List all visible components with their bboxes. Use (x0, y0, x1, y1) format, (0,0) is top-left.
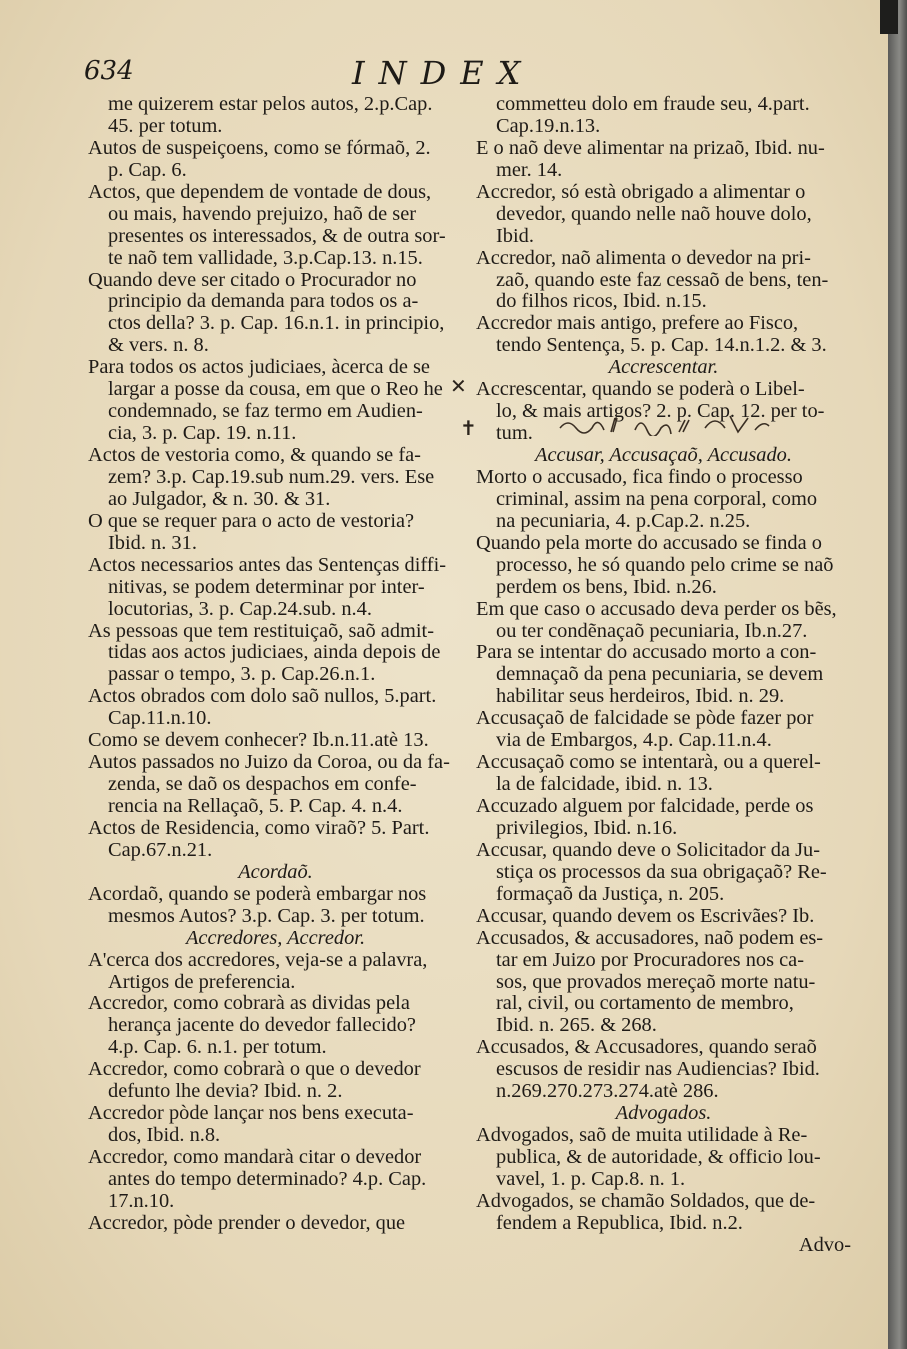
index-line: privilegios, Ibid. n.16. (496, 816, 678, 839)
index-line: n.269.270.273.274.atè 286. (496, 1080, 719, 1103)
adjacent-page-edge (888, 0, 907, 1349)
index-line: 17.n.10. (108, 1189, 175, 1212)
index-line: ctos della? 3. p. Cap. 16.n.1. in principio, (108, 312, 445, 335)
index-line: cia, 3. p. Cap. 19. n.11. (108, 422, 297, 445)
index-line: perdem os bens, Ibid. n.26. (496, 575, 717, 598)
index-line: Em que caso o accusado deva perder os bẽs, (476, 597, 837, 620)
index-line: habilitar seus herdeiros, Ibid. n. 29. (496, 685, 785, 708)
index-line: Accredor, naõ alimenta o devedor na pri- (476, 246, 811, 269)
index-line: mer. 14. (496, 158, 563, 181)
index-line: na pecuniaria, 4. p.Cap.2. n.25. (496, 509, 751, 532)
index-line: dos, Ibid. n.8. (108, 1124, 221, 1147)
index-line: Acordaõ, quando se poderà embargar nos (88, 882, 427, 905)
index-line: la de falcidade, ibid. n. 13. (496, 773, 713, 796)
index-line: rencia na Rellaçaõ, 5. P. Cap. 4. n.4. (108, 795, 403, 817)
index-line: Para se intentar do accusado morto a con- (476, 641, 817, 664)
index-line: Quando deve ser citado o Procurador no (88, 268, 417, 291)
index-line: Como se devem conhecer? Ib.n.11.atè 13. (88, 729, 429, 752)
section-heading: Accusar, Accusaçaõ, Accusado. (535, 444, 792, 466)
index-line: via de Embargos, 4.p. Cap.11.n.4. (496, 729, 772, 752)
index-line: Autos passados no Juizo da Coroa, ou da fa- (88, 751, 450, 774)
right-column (476, 94, 851, 1257)
index-line: Actos necessarios antes das Sentenças diffi- (88, 553, 447, 576)
index-line: ao Julgador, & n. 30. & 31. (108, 487, 331, 510)
index-line: O que se requer para o acto de vestoria? (88, 509, 415, 532)
index-line: tendo Sentença, 5. p. Cap. 14.n.1.2. & 3. (496, 334, 827, 357)
index-line: ou mais, havendo prejuizo, haõ de ser (108, 202, 417, 225)
index-line: nitivas, se podem determinar por inter- (108, 575, 425, 598)
index-line: Accusaçaõ de falcidade se pòde fazer por (476, 707, 814, 730)
index-line: condemnado, se faz termo em Audien- (108, 400, 423, 423)
margin-cross-mark: ✕ (450, 374, 467, 398)
index-line: Accredor, como cobrarà as dividas pela (88, 992, 410, 1015)
index-line: tidas aos actos judiciaes, ainda depois de (108, 641, 441, 664)
index-line: A'cerca dos accredores, veja-se a palavra, (88, 948, 428, 971)
index-line: principio da demanda para todos os a- (108, 290, 419, 313)
index-line: sos, que provados mereçaõ morte natu- (496, 970, 816, 993)
handwritten-annotation (555, 412, 805, 436)
index-line: largar a posse da cousa, em que o Reo he (108, 378, 443, 401)
index-line: p. Cap. 6. (108, 158, 187, 181)
index-line: Accusados, & accusadores, naõ podem es- (476, 926, 824, 949)
index-line: formaçaõ da Justiça, n. 205. (496, 882, 725, 905)
index-line: locutorias, 3. p. Cap.24.sub. n.4. (108, 597, 372, 620)
index-line: do filhos ricos, Ibid. n.15. (496, 290, 707, 313)
index-line: Autos de suspeiçoens, como se fórmaõ, 2. (88, 136, 431, 159)
index-line: As pessoas que tem restituiçaõ, saõ admit- (88, 619, 434, 642)
index-line: me quizerem estar pelos autos, 2.p.Cap. (108, 93, 433, 115)
section-heading: Accrescentar. (608, 356, 719, 379)
index-line: passar o tempo, 3. p. Cap.26.n.1. (108, 663, 376, 686)
index-line: Quando pela morte do accusado se finda o (476, 531, 822, 554)
index-line: demnaçaõ da pena pecuniaria, se devem (496, 663, 824, 686)
margin-cross-mark: ✝ (460, 416, 477, 440)
index-line: Actos, que dependem de vontade de dous, (88, 180, 432, 203)
index-line: ou ter condẽnaçaõ pecuniaria, Ib.n.27. (496, 619, 808, 642)
index-line: Para todos os actos judiciaes, àcerca de se (88, 356, 430, 379)
index-line: Accredor mais antigo, prefere ao Fisco, (476, 312, 799, 335)
index-line: Ibid. n. 265. & 268. (496, 1014, 657, 1037)
index-line: Advogados, saõ de muita utilidade à Re- (476, 1124, 808, 1147)
index-line: herança jacente do devedor fallecido? (108, 1014, 416, 1037)
left-column (88, 94, 463, 1235)
index-line: Accrescentar, quando se poderà o Libel- (476, 378, 805, 401)
index-line: Cap.11.n.10. (108, 707, 212, 730)
index-line: fendem a Republica, Ibid. n.2. (496, 1211, 743, 1234)
index-line: mesmos Autos? 3.p. Cap. 3. per totum. (108, 904, 425, 927)
index-line: 4.p. Cap. 6. n.1. per totum. (108, 1036, 327, 1059)
index-line: Accusados, & Accusadores, quando seraõ (476, 1036, 817, 1059)
index-line: Ibid. n. 31. (108, 531, 197, 554)
index-line: escusos de residir nas Audiencias? Ibid. (496, 1058, 820, 1081)
index-line: Advo- (798, 1233, 851, 1256)
index-line: & vers. n. 8. (108, 334, 209, 357)
index-line: presentes os interessados, & de outra sor- (108, 224, 446, 247)
section-heading: Accredores, Accredor. (185, 926, 366, 949)
index-line: Cap.19.n.13. (496, 114, 601, 137)
page-header (60, 54, 860, 98)
index-line: Actos de Residencia, como viraõ? 5. Part. (88, 816, 430, 839)
index-line: stiça os processos da sua obrigaçaõ? Re- (496, 860, 827, 883)
index-line: lo, & mais artigos? 2. p. Cap. 12. per to- (496, 400, 825, 423)
index-line: zaõ, quando este faz cessaõ de bens, ten- (496, 268, 829, 291)
index-line: Accredor, como mandarà citar o devedor (88, 1146, 422, 1168)
index-line: Accuzado alguem por falcidade, perde os (476, 795, 814, 817)
index-line: devedor, quando nelle naõ houve dolo, (496, 202, 812, 225)
section-heading: Acordaõ. (238, 860, 313, 883)
index-line: criminal, assim na pena corporal, como (496, 487, 818, 510)
index-line: Morto o accusado, fica findo o processo (476, 465, 803, 488)
index-line: Accredor pòde lançar nos bens executa- (88, 1102, 414, 1125)
index-line: Accredor, pòde prender o devedor, que (88, 1211, 406, 1234)
index-line: commetteu dolo em fraude seu, 4.part. (496, 93, 810, 115)
index-line: Accredor, como cobrarà o que o devedor (88, 1058, 421, 1081)
index-line: zem? 3.p. Cap.19.sub num.29. vers. Ese (108, 465, 435, 488)
index-line: antes do tempo determinado? 4.p. Cap. (108, 1167, 427, 1190)
index-line: Advogados, se chamão Soldados, que de- (476, 1189, 816, 1212)
page-number: 634 (84, 56, 134, 86)
index-line: tar em Juizo por Procuradores nos ca- (496, 948, 805, 971)
section-heading: Advogados. (615, 1102, 712, 1125)
index-line: tum. (496, 422, 533, 445)
index-line: Ibid. (496, 224, 534, 247)
index-line: ral, civil, ou cortamento de membro, (496, 992, 794, 1015)
index-line: te naõ tem vallidade, 3.p.Cap.13. n.15. (108, 246, 423, 269)
index-line: Accredor, só està obrigado a alimentar o (476, 180, 806, 203)
index-line: processo, he só quando pelo crime se naõ (496, 553, 834, 576)
page-tab (880, 0, 898, 34)
index-line: Accusar, quando devem os Escrivães? Ib. (476, 904, 815, 927)
index-line: Artigos de preferencia. (108, 970, 296, 993)
index-line: vavel, 1. p. Cap.8. n. 1. (496, 1167, 686, 1190)
index-line: Accusar, quando deve o Solicitador da Ju- (476, 838, 821, 861)
index-line: defunto lhe devia? Ibid. n. 2. (108, 1080, 343, 1103)
index-line: publica, & de autoridade, & officio lou- (496, 1146, 821, 1168)
running-title: INDEX (352, 54, 535, 92)
index-line: zenda, se daõ os despachos em confe- (108, 773, 417, 796)
index-line: Cap.67.n.21. (108, 838, 213, 861)
index-line: 45. per totum. (108, 114, 223, 137)
index-line: Actos obrados com dolo saõ nullos, 5.part. (88, 685, 437, 708)
index-line: Actos de vestoria como, & quando se fa- (88, 444, 421, 466)
index-line: Accusaçaõ como se intentarà, ou a querel- (476, 751, 821, 774)
index-line: E o naõ deve alimentar na prizaõ, Ibid. nu- (476, 136, 825, 159)
